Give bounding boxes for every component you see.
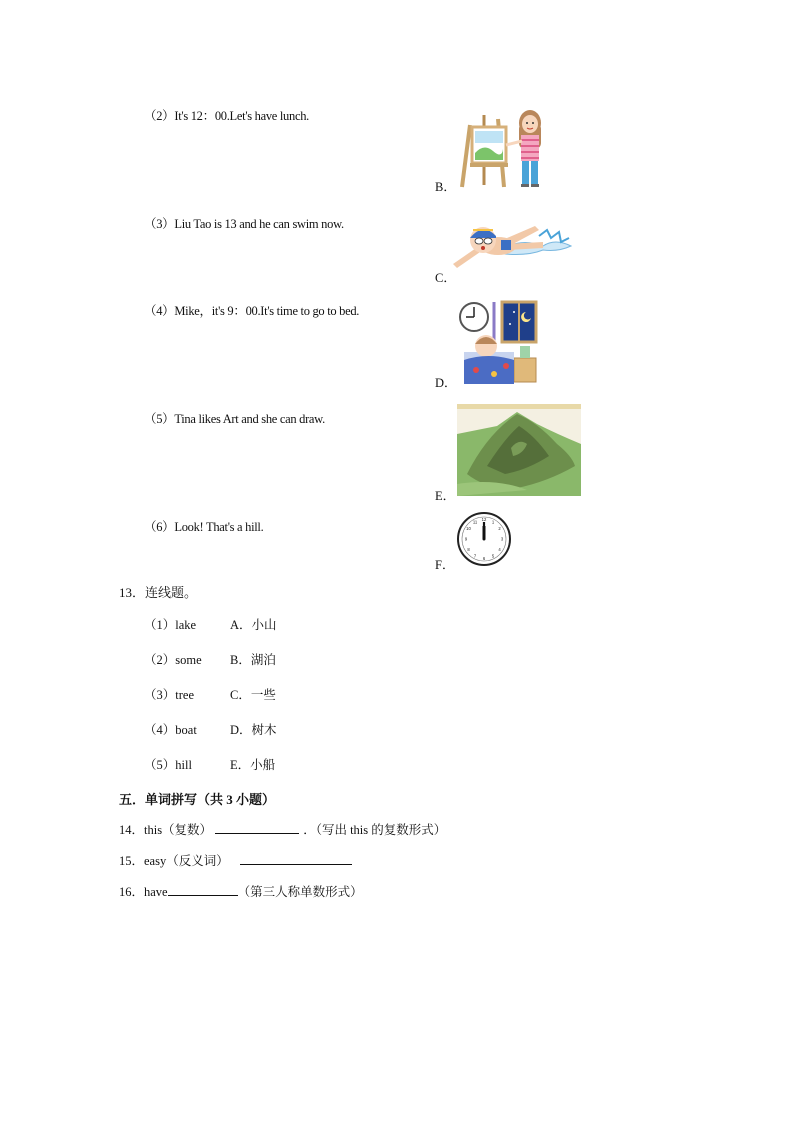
sentence-6 <box>144 517 263 535</box>
q13-title: 13．连线题。 <box>119 585 198 600</box>
option-letter-e: E． <box>435 489 456 503</box>
svg-text:2: 2 <box>498 526 501 531</box>
q13-row-word <box>144 755 192 773</box>
girl-painting-easel-icon <box>460 105 550 190</box>
section-5-title: 五．单词拼写（共 3 小题） <box>119 792 276 807</box>
q13-row-option: B．湖泊 <box>230 653 276 667</box>
sentence-3 <box>144 214 344 232</box>
svg-text:1: 1 <box>491 519 495 525</box>
sentence-2 <box>144 106 309 124</box>
svg-text:3: 3 <box>500 536 504 542</box>
sentence-text: Look! That's a hill. <box>174 520 264 534</box>
q13-row-text: boat <box>175 723 197 737</box>
q13-row-num: （5） <box>144 758 176 772</box>
q14-answer-blank[interactable] <box>215 821 299 834</box>
q13-row-num: （4） <box>144 723 176 737</box>
svg-text:4: 4 <box>498 547 501 552</box>
sentence-number: （4） <box>144 304 175 318</box>
q15-answer-blank[interactable] <box>240 852 352 865</box>
option-letter-f: F． <box>435 558 455 572</box>
sentence-text: It's 12：00.Let's have lunch. <box>174 109 309 123</box>
q13-row-num: （2） <box>144 653 176 667</box>
svg-text:11: 11 <box>472 519 478 525</box>
q14-suffix: ．（写出 this 的复数形式） <box>303 823 447 837</box>
sentence-text: Mike，it's 9：00.It's time to go to bed. <box>174 304 360 318</box>
q13-row-text: lake <box>175 618 197 632</box>
q13-row-text: some <box>175 653 202 667</box>
svg-text:7: 7 <box>473 553 477 559</box>
clock-twelve-icon <box>456 511 512 567</box>
q14 <box>119 820 446 838</box>
sentence-number: （5） <box>144 412 175 426</box>
svg-text:12: 12 <box>481 517 487 522</box>
q13-row-option: C．一些 <box>230 688 276 702</box>
q13-row-text: tree <box>175 688 194 702</box>
q15 <box>119 851 352 869</box>
sentence-text: Tina likes Art and she can draw. <box>174 412 325 426</box>
sentence-number: （6） <box>144 520 175 534</box>
option-letter-b: B． <box>435 180 456 194</box>
q13-row-word <box>144 650 202 668</box>
q13-row-option: A．小山 <box>230 618 277 632</box>
svg-text:8: 8 <box>467 547 470 552</box>
q16-answer-blank[interactable] <box>168 883 238 896</box>
option-letter-d: D． <box>435 376 457 390</box>
option-letter-c: C． <box>435 271 456 285</box>
q13-row-option: E．小船 <box>230 758 276 772</box>
svg-text:6: 6 <box>482 556 486 561</box>
boy-in-bed-night-clock-icon <box>458 300 542 386</box>
sentence-text: Liu Tao is 13 and he can swim now. <box>174 217 344 231</box>
q16-suffix: （第三人称单数形式） <box>237 885 363 899</box>
q13-row-word <box>144 720 197 738</box>
sentence-5 <box>144 409 325 427</box>
q15-prefix: 15．easy（反义词） <box>119 854 229 868</box>
q16-prefix: 16．have <box>119 885 168 899</box>
q13-row-text: hill <box>175 758 192 772</box>
svg-text:10: 10 <box>466 526 471 531</box>
q13-row-num: （1） <box>144 618 176 632</box>
svg-text:9: 9 <box>464 536 468 542</box>
q13-row-option: D．树木 <box>230 723 277 737</box>
green-hill-icon <box>457 404 581 496</box>
sentence-number: （3） <box>144 217 175 231</box>
sentence-4 <box>144 301 359 319</box>
sentence-number: （2） <box>144 109 175 123</box>
q14-prefix: 14．this（复数） <box>119 823 213 837</box>
q13-row-word <box>144 685 194 703</box>
q13-row-word <box>144 615 196 633</box>
q16 <box>119 882 363 900</box>
boy-swimming-icon <box>443 208 573 280</box>
svg-text:5: 5 <box>491 553 495 559</box>
q13-row-num: （3） <box>144 688 176 702</box>
